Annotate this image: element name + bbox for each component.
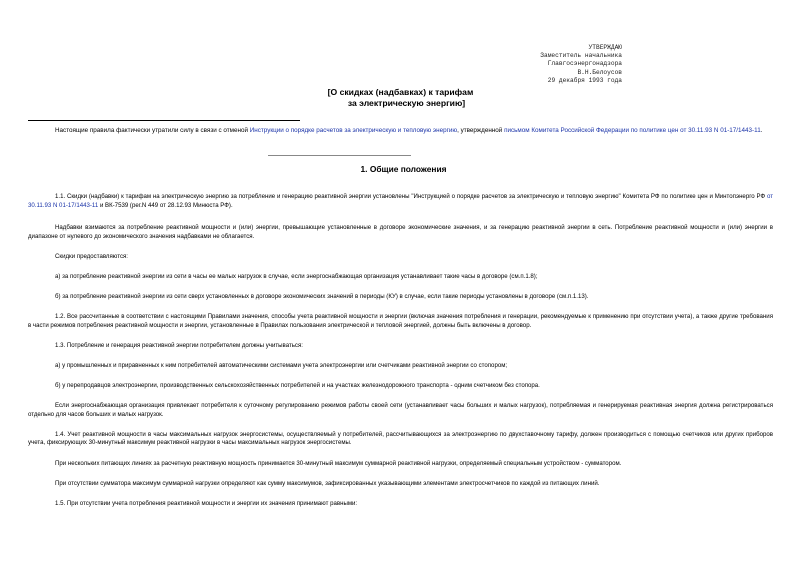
paragraph-1-1 (28, 193, 773, 210)
approval-line: 29 декабря 1993 года (547, 76, 622, 84)
committee-letter-link[interactable]: письмом Комитета Российской Федерации по политике цен от 30.11.93 N 01-17/1443-11 (504, 127, 761, 134)
validity-note (28, 125, 773, 136)
paragraph-text: и ВК-7539 (рег.N 449 от 28.12.93 Минюста РФ). (98, 201, 233, 209)
paragraph-1-4: 1.4. Учет реактивной мощности в часы максимальных нагрузок энергосистемы, осуществляемый у потребителей, рассчитывающихся за электроэнергию по двухставочному тарифу, должен производиться с помощью счетчиков или других приборов учета, фиксирующих 30-минутный максимум реактивной нагрузки в часы максимальных нагрузок энергосистемы. (28, 430, 773, 447)
paragraph-item-a: а) за потребление реактивной энергии из сети в часы ее малых нагрузок в случае, если энергоснабжающая организация устанавливает такие часы в договоре (см.п.1.8); (55, 272, 538, 280)
paragraph-item-b: б) за потребление реактивной энергии из сети сверх установленных в договоре экономических значений в периоды (КУ) в случае, если такие периоды установлены в договоре (см.п.1.13). (55, 293, 589, 301)
validity-note-text: Настоящие правила фактически утратили силу в связи с отменой (55, 127, 250, 134)
approval-stamp (540, 44, 622, 85)
document-title (0, 87, 807, 108)
paragraph-1-3: 1.3. Потребление и генерация реактивной энергии потребителем должны учитываться: (55, 341, 303, 349)
paragraph-regulation: Если энергоснабжающая организация привлекает потребителя к суточному регулированию режимов работы своей сети (устанавливает часы больших и малых нагрузок), потребляемая и генерируемая реактивная энергия должна регистрироваться отдельно для часов больших и малых нагрузок. (28, 402, 773, 418)
regulation-link[interactable]: от 30.11.93 N 01-17/1443-11 (28, 193, 773, 209)
paragraph-1-3-a: а) у промышленных и приравненных к ним потребителей автоматическими системами учета электроэнергии или счетчиками реактивной энергии со стопором; (55, 361, 508, 369)
divider (268, 155, 411, 156)
approval-line: Заместитель начальника (540, 52, 622, 60)
paragraph-multiple-lines: При нескольких питающих линиях за расчетную реактивную мощность принимается 30-минутный максимум суммарной реактивной нагрузки, определяемый специальным устройством - сумматором. (55, 459, 622, 467)
paragraph-no-summator: При отсутствии сумматора максимум суммарной нагрузки определяют как сумму максимумов, зафиксированных указывающими элементами электросчетчиков по каждой из питающих линий. (55, 479, 600, 487)
paragraph-discounts: Скидки предоставляются: (55, 252, 128, 260)
paragraph-surcharges: Надбавки взимаются за потребление реактивной мощности и (или) энергии, превышающие установленные в договоре экономические значения, и за генерацию реактивной энергии в сеть. Потребление реактивной мощности и (или) энергии в диапазоне от нулевого до экономического значения надбавками не облагается. (28, 224, 773, 240)
paragraph-text: 1.1. Скидки (надбавки) к тарифам на электрическую энергию за потребление и генерацию реактивной энергии установлены "Инструкцией о порядке расчетов за электрическую и тепловую энергию" Комитета РФ по политике цен и Минтопэнерго РФ (55, 193, 767, 200)
approval-line: Главгосэнергонадзора (547, 60, 622, 68)
validity-note-text: . (760, 127, 763, 134)
paragraph-1-5: 1.5. При отсутствии учета потребления реактивной мощности и энергии их значения принимают равными: (55, 499, 358, 507)
approval-line: УТВЕРЖДАЮ (588, 44, 622, 51)
paragraph-1-2: 1.2. Все рассчитанные в соответствии с настоящими Правилами значения, способы учета реактивной мощности и энергии (включая значения потребления и генерации, рекомендуемые к применению при отсутствии учета), а также другие требования в части режимов потребления реактивной мощности и энергии, установленные в Правилах пользования электрической и тепловой энергией, должны быть включены в договор. (28, 313, 773, 329)
divider (28, 120, 300, 121)
approval-line: В.Н.Белоусов (577, 68, 622, 76)
document-title-line-2: за электрическую энергию] (347, 97, 466, 108)
validity-note-text: , утвержденной (457, 127, 505, 134)
instruction-link[interactable]: Инструкции о порядке расчетов за электрическую и тепловую энергию (249, 127, 458, 134)
paragraph-1-3-b: б) у перепродавцов электроэнергии, производственных сельскохозяйственных потребителей и на участках железнодорожного транспорта - одним счетчиком без стопора. (55, 382, 540, 390)
section-heading: 1. Общие положения (360, 164, 447, 174)
document-title-line-1: [О скидках (надбавках) к тарифам (327, 87, 474, 97)
document-body (28, 193, 773, 520)
